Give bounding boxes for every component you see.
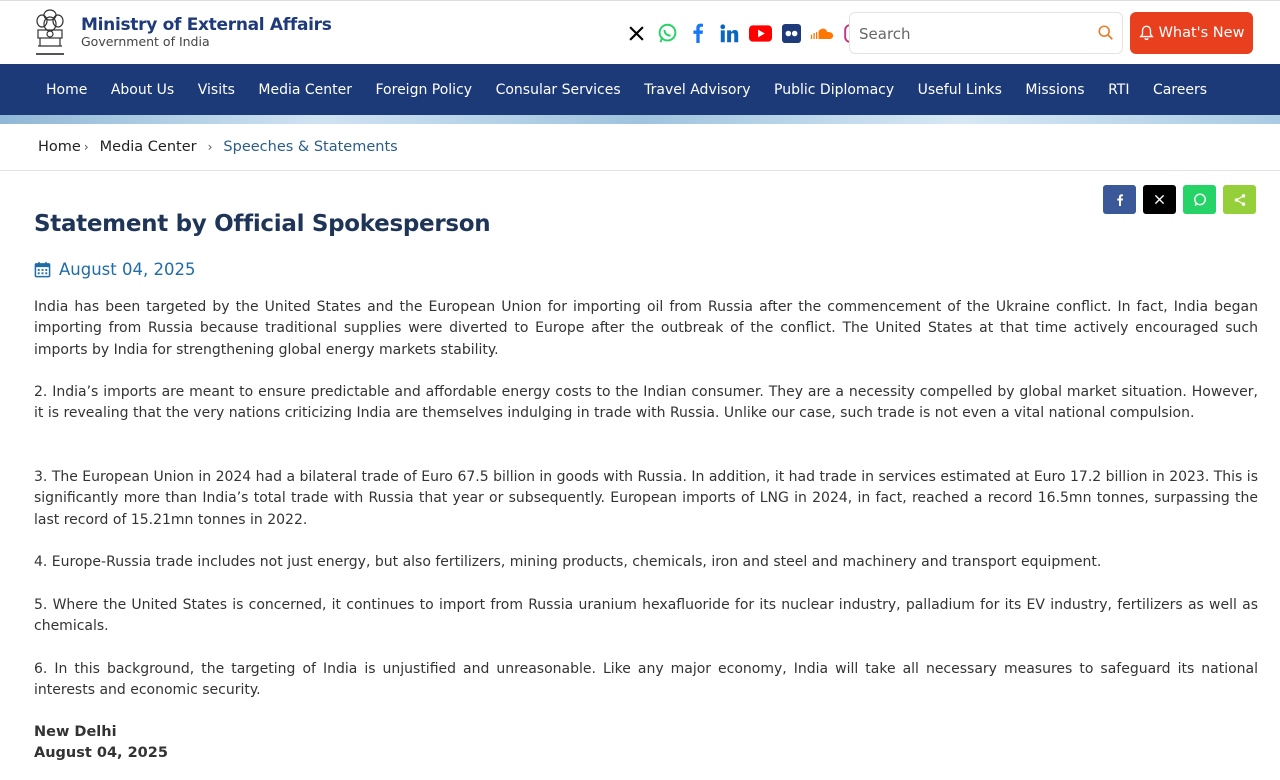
chevron-right-icon: › [207,140,213,154]
article-paragraph-3: 3. The European Union in 2024 had a bilateral trade of Euro 67.5 billion in goods with Russia. In addition, it had trade in services estimated at Euro 17.2 billion in 2023. This is significantly more than India’s total trade with Russia that year or subsequently. European imports of LNG in 2024, in fact, reached a record 16.5mn tonnes, surpassing the last record of 15.21mn tonnes in 2022. [34,469,1258,528]
youtube-icon[interactable] [748,21,772,45]
x-share-button[interactable] [1143,185,1176,214]
nav-item-missions[interactable]: Missions [1025,81,1085,98]
nav-item-rti[interactable]: RTI [1108,81,1130,98]
whats-new-label: What's New [1158,25,1245,41]
facebook-icon[interactable] [686,21,710,45]
decorative-banner-strip [0,115,1280,124]
breadcrumb-home[interactable]: Home [38,139,81,155]
article-paragraph-6: 6. In this background, the targeting of India is unjustified and unreasonable. Like any major economy, India will take all necessary measures to safeguard its national interests and economic security. [34,661,1258,699]
nav-item-media-center[interactable]: Media Center [258,81,352,98]
linkedin-icon[interactable] [717,21,741,45]
article-date [34,260,195,279]
bell-icon [1139,25,1154,41]
nav-item-travel-advisory[interactable]: Travel Advisory [644,81,751,98]
facebook-share-button[interactable] [1103,185,1136,214]
national-emblem-logo[interactable] [32,6,68,62]
x-share-icon [1154,194,1165,205]
site-title[interactable]: Ministry of External Affairs [81,15,332,35]
whats-new-button[interactable] [1130,12,1253,54]
site-subtitle: Government of India [81,34,210,49]
article-title: Statement by Official Spokesperson [34,211,491,237]
x-twitter-icon[interactable] [624,21,648,45]
whatsapp-share-button[interactable] [1183,185,1216,214]
article-paragraph-5: 5. Where the United States is concerned, it continues to import from Russia uranium hexafluoride for its nuclear industry, palladium for its EV industry, fertilizers as well as chemicals. [34,597,1258,635]
article-paragraph-1: India has been targeted by the United States and the European Union for importing oil from Russia after the commencement of the Ukraine conflict. In fact, India began importing from Russia because traditional supplies were diverted to Europe after the outbreak of the conflict. The United States at that time actively encouraged such imports by India for strengthening global energy markets stability. [34,299,1258,358]
main-nav [0,64,1280,115]
nav-item-careers[interactable]: Careers [1152,81,1208,98]
nav-item-visits[interactable]: Visits [197,81,235,98]
share-icon [1233,193,1247,207]
search-icon[interactable] [1097,24,1115,42]
whatsapp-icon[interactable] [655,21,679,45]
soundcloud-icon[interactable] [810,21,834,45]
signoff-date: August 04, 2025 [34,745,168,761]
generic-share-button[interactable] [1223,185,1256,214]
breadcrumb-media-center[interactable]: Media Center [99,139,197,155]
share-buttons [1103,185,1256,214]
calendar-icon [34,261,51,278]
breadcrumb-current[interactable]: Speeches & Statements [223,139,398,155]
nav-item-foreign-policy[interactable]: Foreign Policy [375,81,473,98]
nav-item-public-diplomacy[interactable]: Public Diplomacy [774,81,895,98]
flickr-icon[interactable] [779,21,803,45]
nav-item-home[interactable]: Home [46,81,88,98]
site-header [0,0,1280,64]
article-paragraph-4: 4. Europe-Russia trade includes not just energy, but also fertilizers, mining products, chemicals, iron and steel and machinery and transport equipment. [34,554,1102,570]
search-input[interactable] [859,22,1079,46]
facebook-share-icon [1116,194,1124,206]
breadcrumb [38,139,398,155]
nav-item-about-us[interactable]: About Us [110,81,175,98]
signoff-place: New Delhi [34,724,117,740]
article-paragraph-2: 2. India’s imports are meant to ensure predictable and affordable energy costs to the Indian consumer. They are a necessity compelled by global market situation. However, it is revealing that the very nations criticizing India are themselves indulging in trade with Russia. Unlike our case, such trade is not even a vital national compulsion. [34,384,1258,422]
whatsapp-share-icon [1193,193,1207,207]
article-date-text: August 04, 2025 [59,260,196,279]
chevron-right-icon: › [83,140,89,154]
nav-item-useful-links[interactable]: Useful Links [917,81,1002,98]
breadcrumb-divider [0,170,1280,171]
social-links [624,21,865,45]
nav-item-consular-services[interactable]: Consular Services [495,81,621,98]
search-box [849,12,1123,54]
